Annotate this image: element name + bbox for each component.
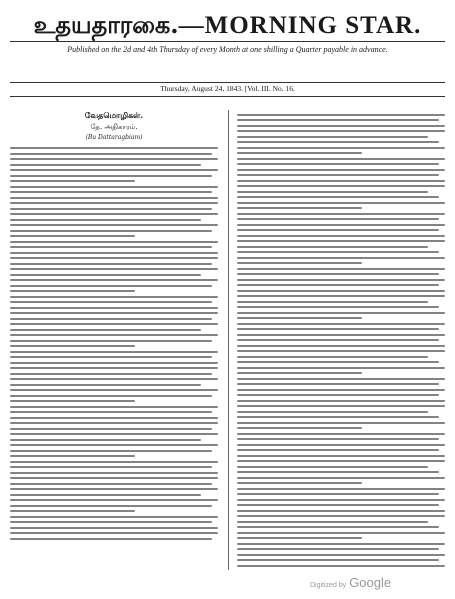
text-line [237, 202, 445, 204]
text-line [10, 235, 135, 237]
text-line [237, 152, 362, 154]
text-line [237, 306, 439, 308]
text-line [10, 153, 212, 155]
text-line [10, 334, 218, 336]
text-line [237, 372, 362, 374]
text-line [10, 422, 218, 424]
text-line [237, 389, 445, 391]
column-divider [228, 110, 229, 570]
text-line [10, 290, 135, 292]
text-line [237, 422, 445, 424]
text-line [10, 323, 218, 325]
text-line [10, 252, 218, 254]
text-line [10, 466, 212, 468]
text-line [10, 499, 218, 501]
text-line [10, 307, 218, 309]
text-line [237, 240, 445, 242]
digitized-watermark [310, 575, 391, 590]
text-line [10, 147, 218, 149]
text-line [10, 208, 212, 210]
text-line [237, 394, 439, 396]
text-line [10, 158, 218, 160]
text-line [237, 471, 439, 473]
text-line [10, 268, 218, 270]
text-line [237, 383, 439, 385]
article-attribution: (Bu Dattaragbiam) [85, 134, 143, 141]
text-line [10, 257, 218, 259]
text-line [237, 339, 439, 341]
text-line [10, 356, 212, 358]
text-line [10, 213, 218, 215]
text-line [237, 279, 445, 281]
text-line [237, 543, 445, 545]
text-line [237, 284, 439, 286]
text-line [10, 301, 212, 303]
text-line [10, 175, 212, 177]
text-line [10, 411, 212, 413]
text-line [10, 246, 212, 248]
text-line [10, 455, 135, 457]
text-line [237, 191, 428, 193]
text-line [10, 241, 218, 243]
text-line [10, 318, 212, 320]
text-line [237, 312, 445, 314]
article-heading: வேதமொழிகள். [84, 110, 144, 120]
text-line [237, 350, 445, 352]
dateline: Thursday, August 24, 1843. [Vol. III. No. 16. [160, 84, 295, 93]
text-line [10, 329, 201, 331]
text-line [237, 400, 445, 402]
text-line [10, 367, 218, 369]
left-column [10, 110, 218, 570]
text-line [237, 416, 439, 418]
text-line [10, 450, 212, 452]
text-line [10, 345, 135, 347]
text-line [237, 136, 428, 138]
text-line [237, 141, 439, 143]
text-line [10, 384, 201, 386]
text-line [237, 290, 445, 292]
text-line [237, 257, 445, 259]
text-line [10, 510, 135, 512]
text-line [10, 521, 212, 523]
text-line [237, 301, 428, 303]
text-line [237, 180, 445, 182]
text-line [237, 482, 362, 484]
text-line [237, 515, 445, 517]
text-line [237, 559, 439, 561]
text-line [237, 147, 445, 149]
text-line [10, 224, 218, 226]
text-line [10, 373, 212, 375]
text-line [10, 186, 218, 188]
text-line [237, 466, 428, 468]
text-line [237, 174, 439, 176]
text-line [10, 444, 218, 446]
text-line [237, 526, 439, 528]
text-line [237, 130, 445, 132]
text-line [237, 510, 445, 512]
text-line [10, 483, 212, 485]
dateline-top-rule [10, 82, 445, 83]
text-line [237, 251, 439, 253]
text-line [237, 537, 362, 539]
text-line [237, 235, 445, 237]
text-line [237, 345, 445, 347]
text-line [237, 499, 445, 501]
text-line [237, 163, 439, 165]
text-line [237, 356, 428, 358]
text-line [10, 395, 212, 397]
tamil-title: உதயதாரகை. [33, 10, 179, 39]
text-line [237, 488, 445, 490]
text-line [237, 449, 439, 451]
text-line [10, 389, 218, 391]
text-line [10, 362, 218, 364]
text-line [237, 405, 445, 407]
english-title: —MORNING STAR. [178, 12, 422, 39]
text-line [10, 472, 218, 474]
right-column [237, 110, 445, 570]
text-line [237, 367, 445, 369]
text-line [237, 378, 445, 380]
text-line [10, 180, 135, 182]
text-line [237, 268, 445, 270]
text-line [10, 219, 201, 221]
text-line [237, 218, 439, 220]
text-line [10, 263, 212, 265]
text-line [237, 158, 445, 160]
text-line [237, 427, 362, 429]
left-body-text [10, 147, 218, 540]
text-line [10, 197, 218, 199]
text-line [237, 411, 428, 413]
text-line [10, 428, 212, 430]
text-line [10, 433, 218, 435]
text-line [10, 164, 201, 166]
text-line [237, 317, 362, 319]
text-line [10, 477, 218, 479]
text-line [237, 224, 445, 226]
text-line [10, 202, 218, 204]
text-line [10, 461, 218, 463]
text-line [10, 532, 218, 534]
text-line [237, 438, 439, 440]
text-line [10, 538, 212, 540]
title-rule [10, 41, 445, 42]
text-line [10, 516, 218, 518]
text-line [237, 548, 439, 550]
text-line [237, 455, 445, 457]
text-line [10, 296, 218, 298]
text-line [10, 406, 218, 408]
text-line [10, 505, 212, 507]
text-line [10, 417, 218, 419]
text-line [10, 230, 212, 232]
text-line [237, 477, 445, 479]
article-subheading: தே. அதிகாரம். [90, 123, 138, 131]
google-logo: Google [349, 575, 392, 590]
text-line [10, 494, 201, 496]
text-line [237, 504, 439, 506]
text-line [237, 460, 445, 462]
text-line [237, 328, 439, 330]
text-line [10, 274, 201, 276]
text-line [10, 285, 212, 287]
text-line [237, 273, 439, 275]
text-line [237, 196, 439, 198]
text-line [237, 295, 445, 297]
text-line [10, 191, 212, 193]
text-line [237, 361, 439, 363]
text-line [237, 565, 445, 567]
text-line [10, 312, 218, 314]
text-line [237, 532, 445, 534]
text-line [237, 334, 445, 336]
text-line [10, 527, 218, 529]
text-line [237, 119, 439, 121]
text-line [237, 207, 362, 209]
text-line [237, 125, 445, 127]
text-line [10, 351, 218, 353]
text-line [237, 554, 445, 556]
text-line [10, 378, 218, 380]
text-line [237, 169, 445, 171]
text-line [10, 340, 212, 342]
text-line [10, 279, 218, 281]
text-line [237, 323, 445, 325]
text-line [237, 433, 445, 435]
text-line [237, 262, 362, 264]
text-line [237, 213, 445, 215]
text-line [10, 169, 218, 171]
dateline-bottom-rule [10, 96, 445, 97]
publication-subtitle: Published on the 2d and 4th Thursday of every Month at one shilling a Quarter payable in advance. [67, 45, 388, 54]
text-line [10, 488, 218, 490]
newspaper-page [10, 10, 445, 590]
text-line [237, 521, 428, 523]
text-line [10, 400, 135, 402]
text-line [237, 114, 445, 116]
text-line [237, 493, 439, 495]
right-body-text [237, 114, 445, 571]
text-line [237, 229, 439, 231]
text-line [237, 185, 445, 187]
text-line [237, 246, 428, 248]
text-line [10, 439, 201, 441]
watermark-prefix: Digitized by [310, 582, 347, 589]
text-line [237, 444, 445, 446]
